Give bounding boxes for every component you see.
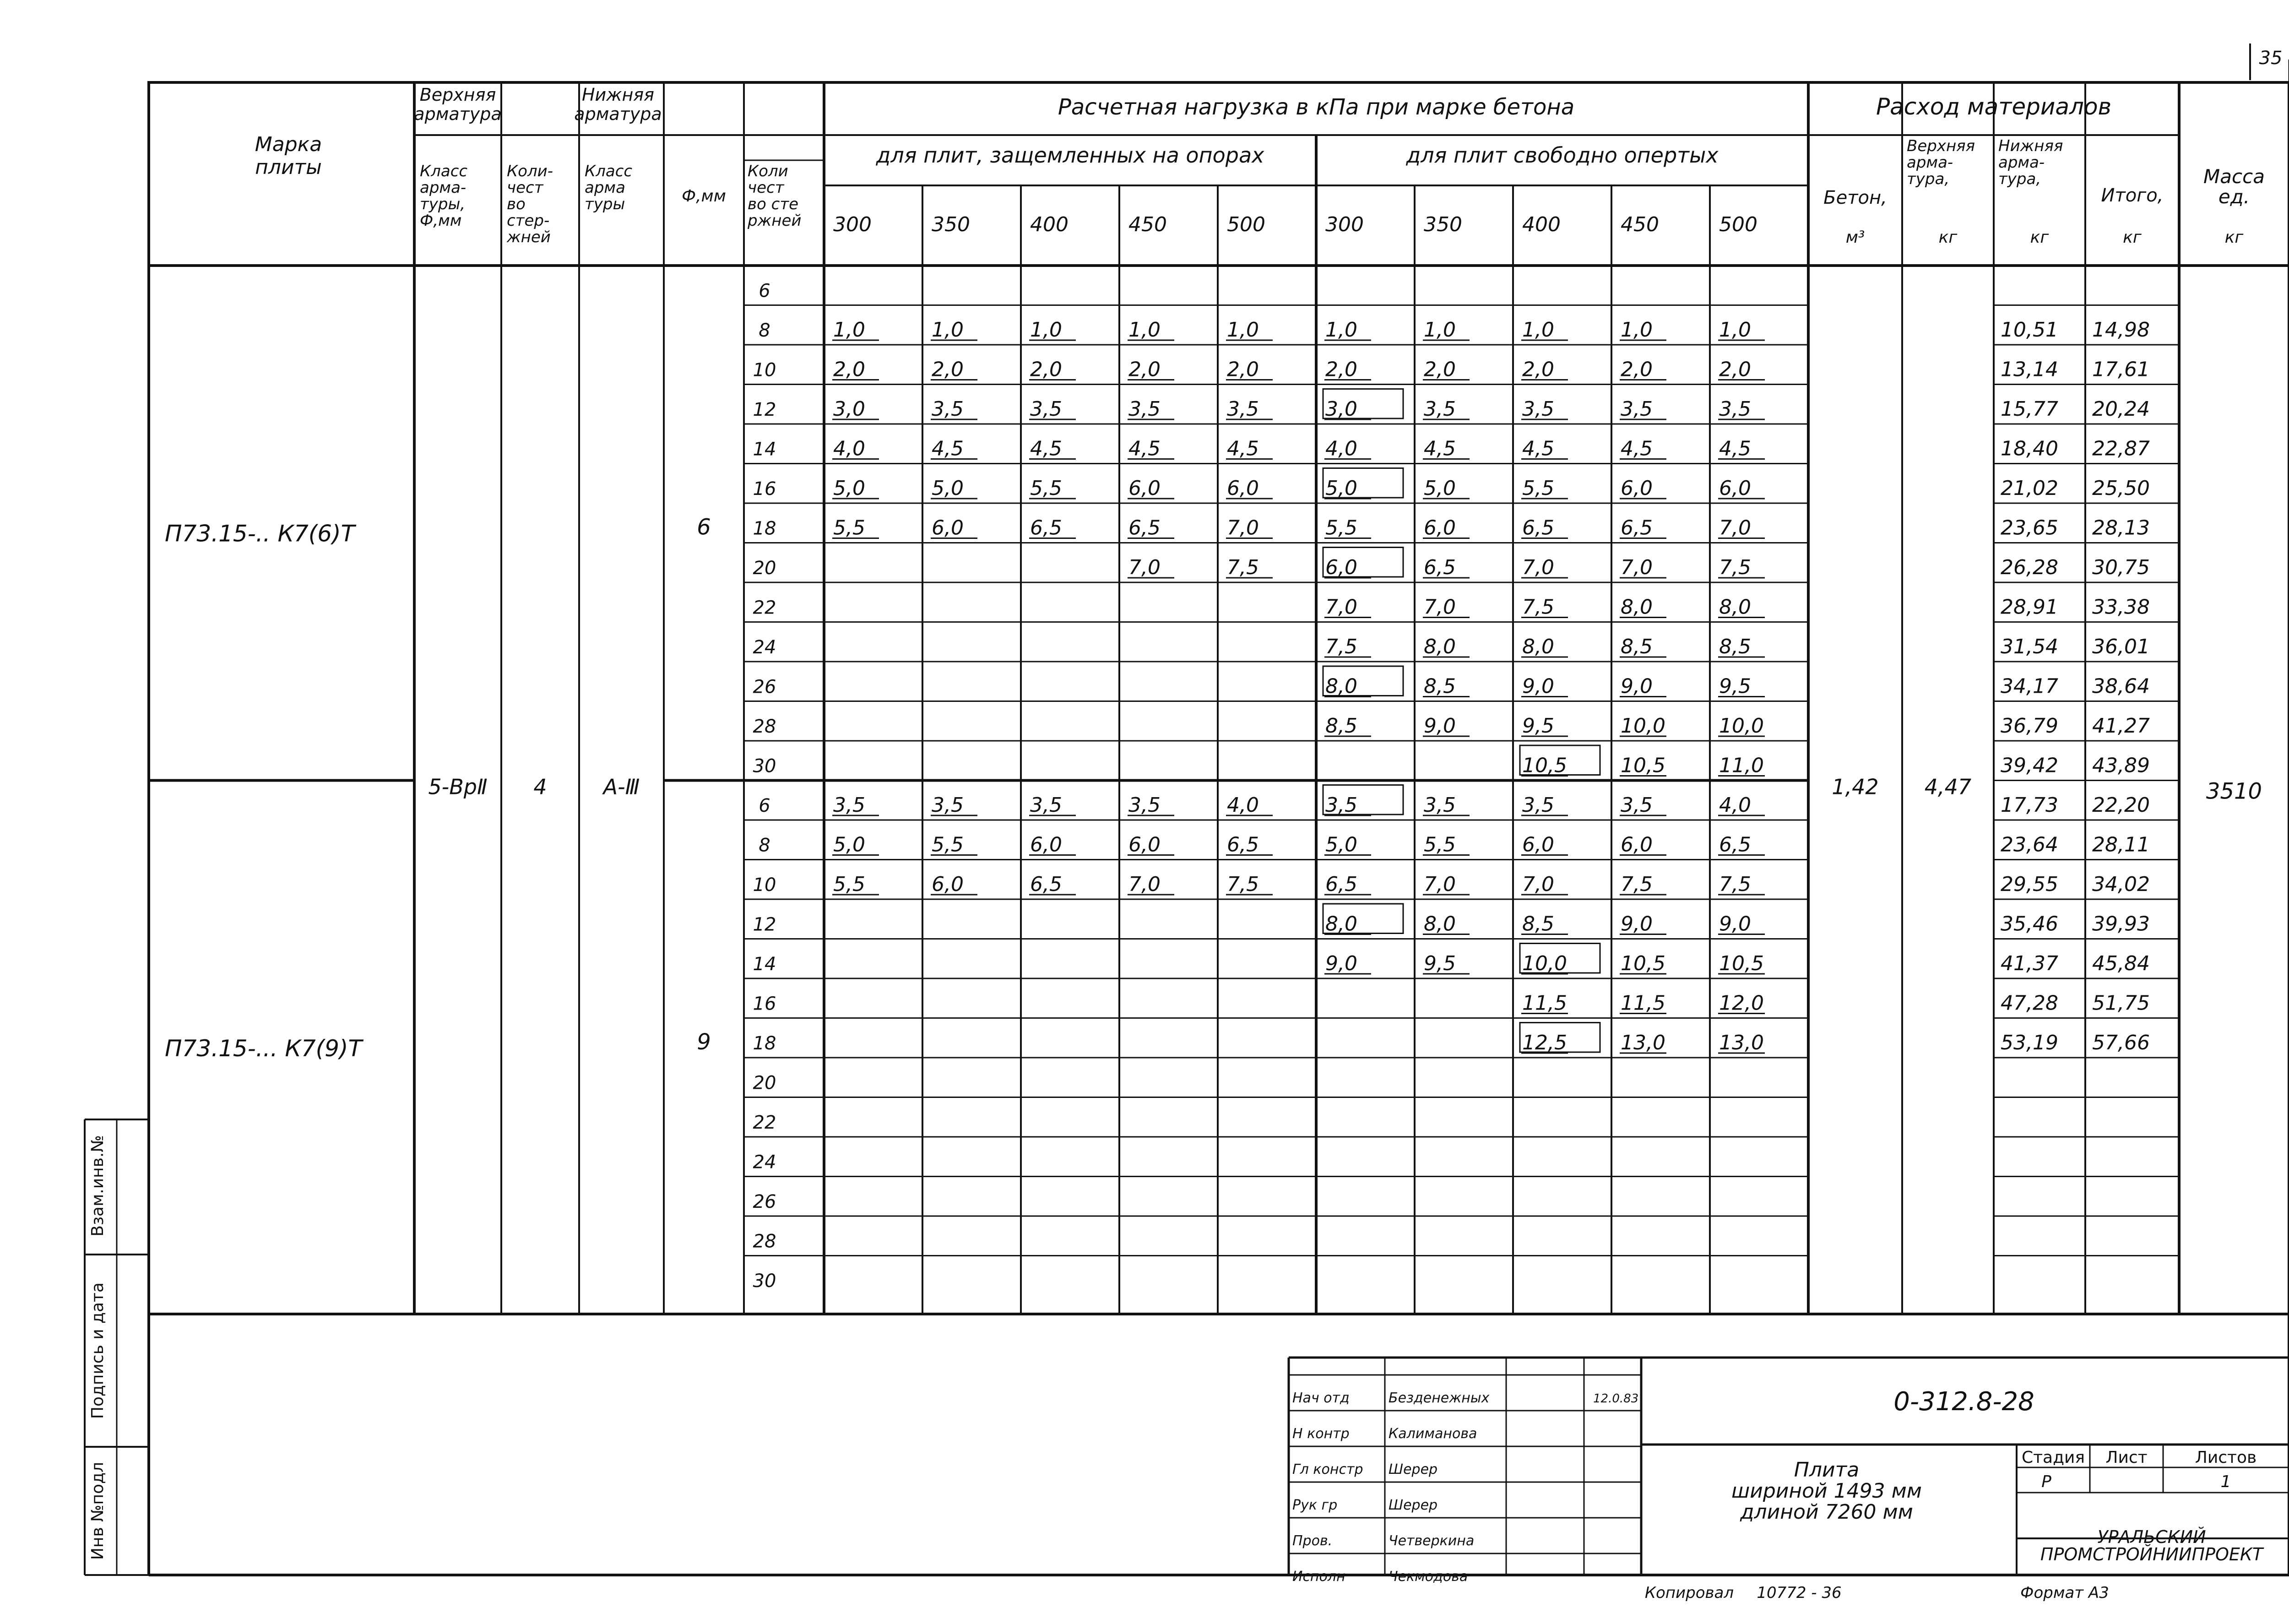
- load-free: 12,0: [1719, 991, 1764, 1015]
- total-mass: 38,64: [2092, 674, 2150, 698]
- load-free: 7,0: [1424, 595, 1456, 619]
- total-mass: 30,75: [2092, 556, 2150, 579]
- load-free: 8,0: [1719, 595, 1751, 619]
- load-free: 1,0: [1424, 318, 1456, 342]
- load-free: 6,0: [1522, 833, 1554, 857]
- load-free: 13,0: [1719, 1031, 1764, 1054]
- sheets-label: Листов: [2195, 1448, 2257, 1467]
- load-clamped: 6,0: [932, 873, 964, 896]
- total-mass: 28,11: [2092, 833, 2150, 857]
- load-free: 1,0: [1621, 318, 1653, 342]
- load-free: 6,5: [1522, 516, 1554, 540]
- load-free: 7,5: [1719, 556, 1751, 579]
- load-clamped: 2,0: [833, 358, 865, 381]
- load-free: 9,0: [1719, 912, 1751, 936]
- load-clamped: 2,0: [1227, 358, 1259, 381]
- bar-count: 10: [753, 359, 776, 381]
- load-free: 6,0: [1621, 833, 1653, 857]
- lower-reinf-header: Нижняя арматура: [574, 85, 662, 124]
- load-free: 8,0: [1325, 674, 1357, 698]
- load-free: 10,5: [1719, 952, 1764, 975]
- total-mass: 22,87: [2092, 437, 2150, 461]
- lower-class-value: А-Ⅲ: [603, 774, 640, 799]
- load-clamped: 5,5: [1030, 477, 1062, 500]
- upper-mass-value: 4,47: [1924, 774, 1972, 799]
- total-mass: 33,38: [2092, 595, 2150, 619]
- load-free: 7,0: [1325, 595, 1357, 619]
- total-mass: 28,13: [2092, 516, 2150, 540]
- lower-mass: 17,73: [2001, 793, 2058, 817]
- bar-count: 20: [753, 558, 776, 579]
- load-clamped: 4,0: [833, 437, 865, 461]
- load-free: 7,5: [1621, 873, 1653, 896]
- side-stamp-label: Подпись и дата: [88, 1282, 107, 1419]
- load-free: 8,5: [1522, 912, 1554, 936]
- load-free: 4,5: [1719, 437, 1751, 461]
- concrete-unit: м³: [1845, 228, 1865, 247]
- bar-count: 12: [753, 914, 776, 935]
- document-code: 0-312.8-28: [1893, 1387, 2034, 1417]
- signature-role: Рук гр: [1292, 1497, 1338, 1513]
- load-clamped: 4,0: [1227, 793, 1259, 817]
- load-free: 2,0: [1522, 358, 1554, 381]
- load-free: 8,5: [1424, 674, 1456, 698]
- lower-mass: 31,54: [2001, 635, 2058, 658]
- load-clamped: 7,0: [1227, 516, 1259, 540]
- total-mass: 51,75: [2092, 991, 2150, 1015]
- bar-count: 30: [753, 755, 776, 777]
- load-clamped: 6,5: [1030, 516, 1062, 540]
- total-mass: 43,89: [2092, 754, 2150, 777]
- unit-mass-value: 3510: [2206, 778, 2262, 804]
- load-free: 8,0: [1424, 635, 1456, 658]
- upper-mat-unit: кг: [1938, 228, 1958, 247]
- load-free: 3,5: [1424, 793, 1456, 817]
- load-free: 7,5: [1325, 635, 1357, 658]
- load-free: 7,0: [1621, 556, 1653, 579]
- load-clamped: 1,0: [833, 318, 865, 342]
- load-free: 7,5: [1719, 873, 1751, 896]
- upper-class-header: Класс арма-туры, Ф,мм: [420, 162, 468, 230]
- load-free: 8,5: [1719, 635, 1751, 658]
- load-free: 9,5: [1424, 952, 1456, 975]
- lower-mass: 23,65: [2001, 516, 2058, 540]
- concrete-value: 1,42: [1832, 774, 1879, 799]
- bar-count: 16: [753, 993, 776, 1015]
- load-free: 5,0: [1424, 477, 1456, 500]
- load-free: 9,0: [1621, 674, 1653, 698]
- signature-role: Исполн: [1292, 1569, 1345, 1585]
- load-free: 7,0: [1719, 516, 1751, 540]
- load-free: 1,0: [1325, 318, 1357, 342]
- load-clamped: 3,5: [1227, 397, 1259, 421]
- load-free: 8,0: [1325, 912, 1357, 936]
- upper-count-value: 4: [533, 774, 547, 799]
- total-mass: 41,27: [2092, 714, 2150, 738]
- outer-frame: [149, 82, 2289, 1314]
- load-clamped: 3,5: [932, 793, 964, 817]
- load-free: 6,5: [1325, 873, 1357, 896]
- load-clamped: 5,5: [932, 833, 964, 857]
- total-mass: 20,24: [2092, 397, 2150, 421]
- mass-unit: кг: [2224, 228, 2244, 247]
- load-clamped: 2,0: [1030, 358, 1062, 381]
- load-free: 6,0: [1424, 516, 1456, 540]
- load-free: 10,5: [1522, 754, 1567, 777]
- bar-count: 14: [753, 439, 776, 460]
- slab-mark: П73.15-... К7(9)Т: [165, 1035, 363, 1062]
- load-free: 10,0: [1621, 714, 1665, 738]
- load-free: 3,0: [1325, 397, 1357, 421]
- load-free: 10,5: [1621, 952, 1665, 975]
- load-clamped: 5,5: [833, 873, 865, 896]
- load-free: 1,0: [1522, 318, 1554, 342]
- load-free: 9,0: [1522, 674, 1554, 698]
- load-clamped: 1,0: [1227, 318, 1259, 342]
- load-free: 7,5: [1522, 595, 1554, 619]
- mass-header: Масса ед.: [2203, 165, 2265, 208]
- signature-name: Калиманова: [1389, 1426, 1477, 1442]
- load-clamped: 1,0: [932, 318, 964, 342]
- drawing-title: Плита шириной 1493 мм длиной 7260 мм: [1731, 1458, 1922, 1524]
- bar-count: 24: [753, 1151, 776, 1173]
- load-free: 13,0: [1621, 1031, 1665, 1054]
- total-mass: 17,61: [2092, 358, 2150, 381]
- load-free: 7,0: [1424, 873, 1456, 896]
- signature-role: Н контр: [1292, 1426, 1350, 1442]
- lower-diam-header: Ф,мм: [682, 187, 726, 206]
- signature-name: Шерер: [1389, 1497, 1438, 1513]
- load-free: 8,0: [1424, 912, 1456, 936]
- signature-name: Шерер: [1389, 1461, 1438, 1477]
- sheet-number: 35: [2259, 48, 2283, 69]
- load-free: 3,5: [1522, 793, 1554, 817]
- load-free: 6,5: [1719, 833, 1751, 857]
- load-clamped: 6,5: [1227, 833, 1259, 857]
- upper-count-header: Коли-чест во стер-жней: [507, 162, 553, 246]
- load-clamped: 3,5: [833, 793, 865, 817]
- signature-name: Чекмодова: [1389, 1569, 1468, 1585]
- load-free: 9,0: [1424, 714, 1456, 738]
- load-free: 2,0: [1621, 358, 1653, 381]
- load-free: 6,0: [1621, 477, 1653, 500]
- load-clamped: 5,0: [833, 477, 865, 500]
- total-header: Итого,: [2101, 185, 2164, 206]
- total-mass: 14,98: [2092, 318, 2150, 342]
- load-free: 9,0: [1325, 952, 1357, 975]
- load-free: 6,0: [1719, 477, 1751, 500]
- bar-count: 8: [759, 835, 770, 856]
- lower-mass: 18,40: [2001, 437, 2058, 461]
- lower-mat-header: Нижняя арма-тура,: [1998, 137, 2063, 188]
- load-clamped: 7,5: [1227, 873, 1259, 896]
- load-free: 7,0: [1522, 873, 1554, 896]
- load-free: 3,5: [1621, 397, 1653, 421]
- load-free: 4,5: [1621, 437, 1653, 461]
- load-clamped: 3,5: [1128, 793, 1161, 817]
- load-free: 8,5: [1621, 635, 1653, 658]
- bar-count: 12: [753, 399, 776, 420]
- lower-mass: 47,28: [2001, 991, 2058, 1015]
- lower-mass: 10,51: [2001, 318, 2058, 342]
- lower-mass: 35,46: [2001, 912, 2058, 936]
- load-free: 4,5: [1424, 437, 1456, 461]
- load-clamped: 7,0: [1128, 873, 1161, 896]
- load-free: 6,5: [1424, 556, 1456, 579]
- load-title: Расчетная нагрузка в кПа при марке бетона: [1058, 94, 1575, 120]
- load-free: 3,5: [1621, 793, 1653, 817]
- load-free: 6,0: [1325, 556, 1357, 579]
- grade-label-free: 400: [1522, 213, 1561, 236]
- load-clamped: 1,0: [1128, 318, 1161, 342]
- signature-name: Четверкина: [1389, 1533, 1475, 1549]
- load-clamped: 6,0: [1030, 833, 1062, 857]
- lower-mass: 28,91: [2001, 595, 2058, 619]
- grade-label-free: 500: [1719, 213, 1757, 236]
- load-free: 10,0: [1719, 714, 1764, 738]
- format-label: Формат А3: [2020, 1584, 2109, 1602]
- slab-mark: П73.15-.. К7(6)Т: [165, 520, 355, 547]
- load-clamped: 3,5: [1128, 397, 1161, 421]
- upper-mat-header: Верхняя арма-тура,: [1907, 137, 1975, 188]
- lower-mass: 41,37: [2001, 952, 2058, 975]
- lower-mass: 53,19: [2001, 1031, 2058, 1054]
- stage-value: Р: [2041, 1472, 2051, 1491]
- grade-label-clamped: 400: [1030, 213, 1069, 236]
- load-free: 2,0: [1424, 358, 1456, 381]
- load-free: 5,5: [1325, 516, 1357, 540]
- load-free: 4,0: [1325, 437, 1357, 461]
- load-free: 11,5: [1621, 991, 1665, 1015]
- bar-count: 10: [753, 874, 776, 896]
- load-free: 12,5: [1522, 1031, 1567, 1054]
- load-clamped: 3,0: [833, 397, 865, 421]
- lower-mass: 29,55: [2001, 873, 2058, 896]
- load-free: 1,0: [1719, 318, 1751, 342]
- load-free: 5,0: [1325, 833, 1357, 857]
- mark-header: Марка плиты: [255, 133, 322, 179]
- load-clamped: 2,0: [1128, 358, 1161, 381]
- signature-name: Безденежных: [1389, 1390, 1490, 1406]
- total-mass: 22,20: [2092, 793, 2150, 817]
- bar-count: 16: [753, 478, 776, 500]
- load-free: 3,5: [1325, 793, 1357, 817]
- load-clamped: 6,5: [1128, 516, 1161, 540]
- bar-count: 22: [753, 597, 776, 619]
- load-clamped: 4,5: [1030, 437, 1062, 461]
- load-free: 4,0: [1719, 793, 1751, 817]
- bar-count: 18: [753, 1033, 776, 1054]
- clamped-title: для плит, защемленных на опорах: [876, 143, 1264, 168]
- lower-mass: 13,14: [2001, 358, 2058, 381]
- grade-label-clamped: 300: [833, 213, 872, 236]
- load-free: 2,0: [1719, 358, 1751, 381]
- load-clamped: 3,5: [1030, 793, 1062, 817]
- total-mass: 45,84: [2092, 952, 2150, 975]
- load-clamped: 7,5: [1227, 556, 1259, 579]
- load-clamped: 6,5: [1030, 873, 1062, 896]
- load-clamped: 5,5: [833, 516, 865, 540]
- load-free: 8,5: [1325, 714, 1357, 738]
- load-free: 5,0: [1325, 477, 1357, 500]
- free-title: для плит свободно опертых: [1406, 143, 1719, 168]
- sheets-value: 1: [2220, 1472, 2231, 1491]
- grade-label-clamped: 350: [932, 213, 970, 236]
- load-clamped: 1,0: [1030, 318, 1062, 342]
- lower-mass: 23,64: [2001, 833, 2058, 857]
- load-free: 8,0: [1522, 635, 1554, 658]
- grade-label-free: 450: [1621, 213, 1659, 236]
- load-free: 5,5: [1424, 833, 1456, 857]
- load-free: 10,5: [1621, 754, 1665, 777]
- lower-mass: 36,79: [2001, 714, 2058, 738]
- load-free: 4,5: [1522, 437, 1554, 461]
- load-free: 11,0: [1719, 754, 1764, 777]
- load-clamped: 6,0: [1128, 833, 1161, 857]
- load-clamped: 6,0: [1128, 477, 1161, 500]
- bar-count: 22: [753, 1112, 776, 1133]
- bar-count: 18: [753, 518, 776, 539]
- lower-mass: 26,28: [2001, 556, 2058, 579]
- load-clamped: 4,5: [1128, 437, 1161, 461]
- load-clamped: 2,0: [932, 358, 964, 381]
- load-clamped: 6,0: [1227, 477, 1259, 500]
- stage-label: Стадия: [2021, 1448, 2085, 1467]
- grade-label-free: 300: [1325, 213, 1364, 236]
- load-free: 6,5: [1621, 516, 1653, 540]
- load-clamped: 5,0: [932, 477, 964, 500]
- grade-label-clamped: 500: [1227, 213, 1265, 236]
- bar-count: 6: [759, 280, 770, 302]
- load-free: 7,0: [1522, 556, 1554, 579]
- organization-name: УРАЛЬСКИЙ ПРОМСТРОЙНИИПРОЕКТ: [2040, 1527, 2263, 1564]
- load-free: 8,0: [1621, 595, 1653, 619]
- lower-class-header: Класс арма туры: [585, 162, 633, 213]
- lower-mass: 39,42: [2001, 754, 2058, 777]
- lower-diameter: 6: [697, 514, 711, 540]
- total-mass: 39,93: [2092, 912, 2150, 936]
- total-mass: 34,02: [2092, 873, 2150, 896]
- total-mass: 57,66: [2092, 1031, 2150, 1054]
- load-free: 3,5: [1424, 397, 1456, 421]
- load-clamped: 3,5: [1030, 397, 1062, 421]
- load-free: 3,5: [1719, 397, 1751, 421]
- load-clamped: 4,5: [1227, 437, 1259, 461]
- lower-mass: 21,02: [2001, 477, 2058, 500]
- bar-count: 26: [753, 676, 776, 698]
- load-clamped: 4,5: [932, 437, 964, 461]
- load-free: 10,0: [1522, 952, 1567, 975]
- bar-count: 26: [753, 1191, 776, 1212]
- bar-count: 6: [759, 795, 770, 816]
- lower-mass: 15,77: [2001, 397, 2058, 421]
- bar-count: 20: [753, 1072, 776, 1094]
- lower-mat-unit: кг: [2030, 228, 2049, 247]
- load-clamped: 7,0: [1128, 556, 1161, 579]
- upper-reinf-header: Верхняя арматура: [414, 85, 502, 124]
- load-free: 5,5: [1522, 477, 1554, 500]
- bar-count: 8: [759, 320, 770, 341]
- load-free: 9,0: [1621, 912, 1653, 936]
- load-free: 11,5: [1522, 991, 1567, 1015]
- total-mass: 36,01: [2092, 635, 2150, 658]
- load-free: 9,5: [1719, 674, 1751, 698]
- load-free: 3,5: [1522, 397, 1554, 421]
- load-clamped: 5,0: [833, 833, 865, 857]
- signature-role: Пров.: [1292, 1533, 1333, 1549]
- bar-count: 28: [753, 1231, 776, 1252]
- copy-label: Копировал: [1644, 1584, 1734, 1602]
- bar-count: 14: [753, 954, 776, 975]
- total-mass: 25,50: [2092, 477, 2150, 500]
- load-clamped: 3,5: [932, 397, 964, 421]
- bar-count: 30: [753, 1271, 776, 1292]
- concrete-header: Бетон,: [1823, 187, 1887, 208]
- bar-count: 28: [753, 716, 776, 737]
- copy-number: 10772 - 36: [1757, 1584, 1842, 1602]
- signature-role: Нач отд: [1292, 1390, 1350, 1406]
- side-stamp-label: Инв №подл: [88, 1461, 107, 1560]
- lower-mass: 34,17: [2001, 674, 2058, 698]
- materials-title: Расход материалов: [1876, 93, 2112, 120]
- grade-label-clamped: 450: [1128, 213, 1167, 236]
- signature-role: Гл констр: [1292, 1461, 1363, 1477]
- load-clamped: 6,0: [932, 516, 964, 540]
- total-unit: кг: [2123, 228, 2142, 247]
- side-stamp-label: Взам.инв.№: [88, 1135, 107, 1237]
- load-free: 2,0: [1325, 358, 1357, 381]
- sheet-label: Лист: [2105, 1448, 2148, 1467]
- signature-date: 12.0.83: [1593, 1392, 1639, 1406]
- bar-count: 24: [753, 637, 776, 658]
- grade-label-free: 350: [1424, 213, 1462, 236]
- upper-class-value: 5-ВрⅡ: [428, 774, 488, 799]
- load-free: 9,5: [1522, 714, 1554, 738]
- lower-diameter: 9: [697, 1029, 711, 1055]
- lower-count-header: Коли чест во сте ржней: [748, 162, 802, 230]
